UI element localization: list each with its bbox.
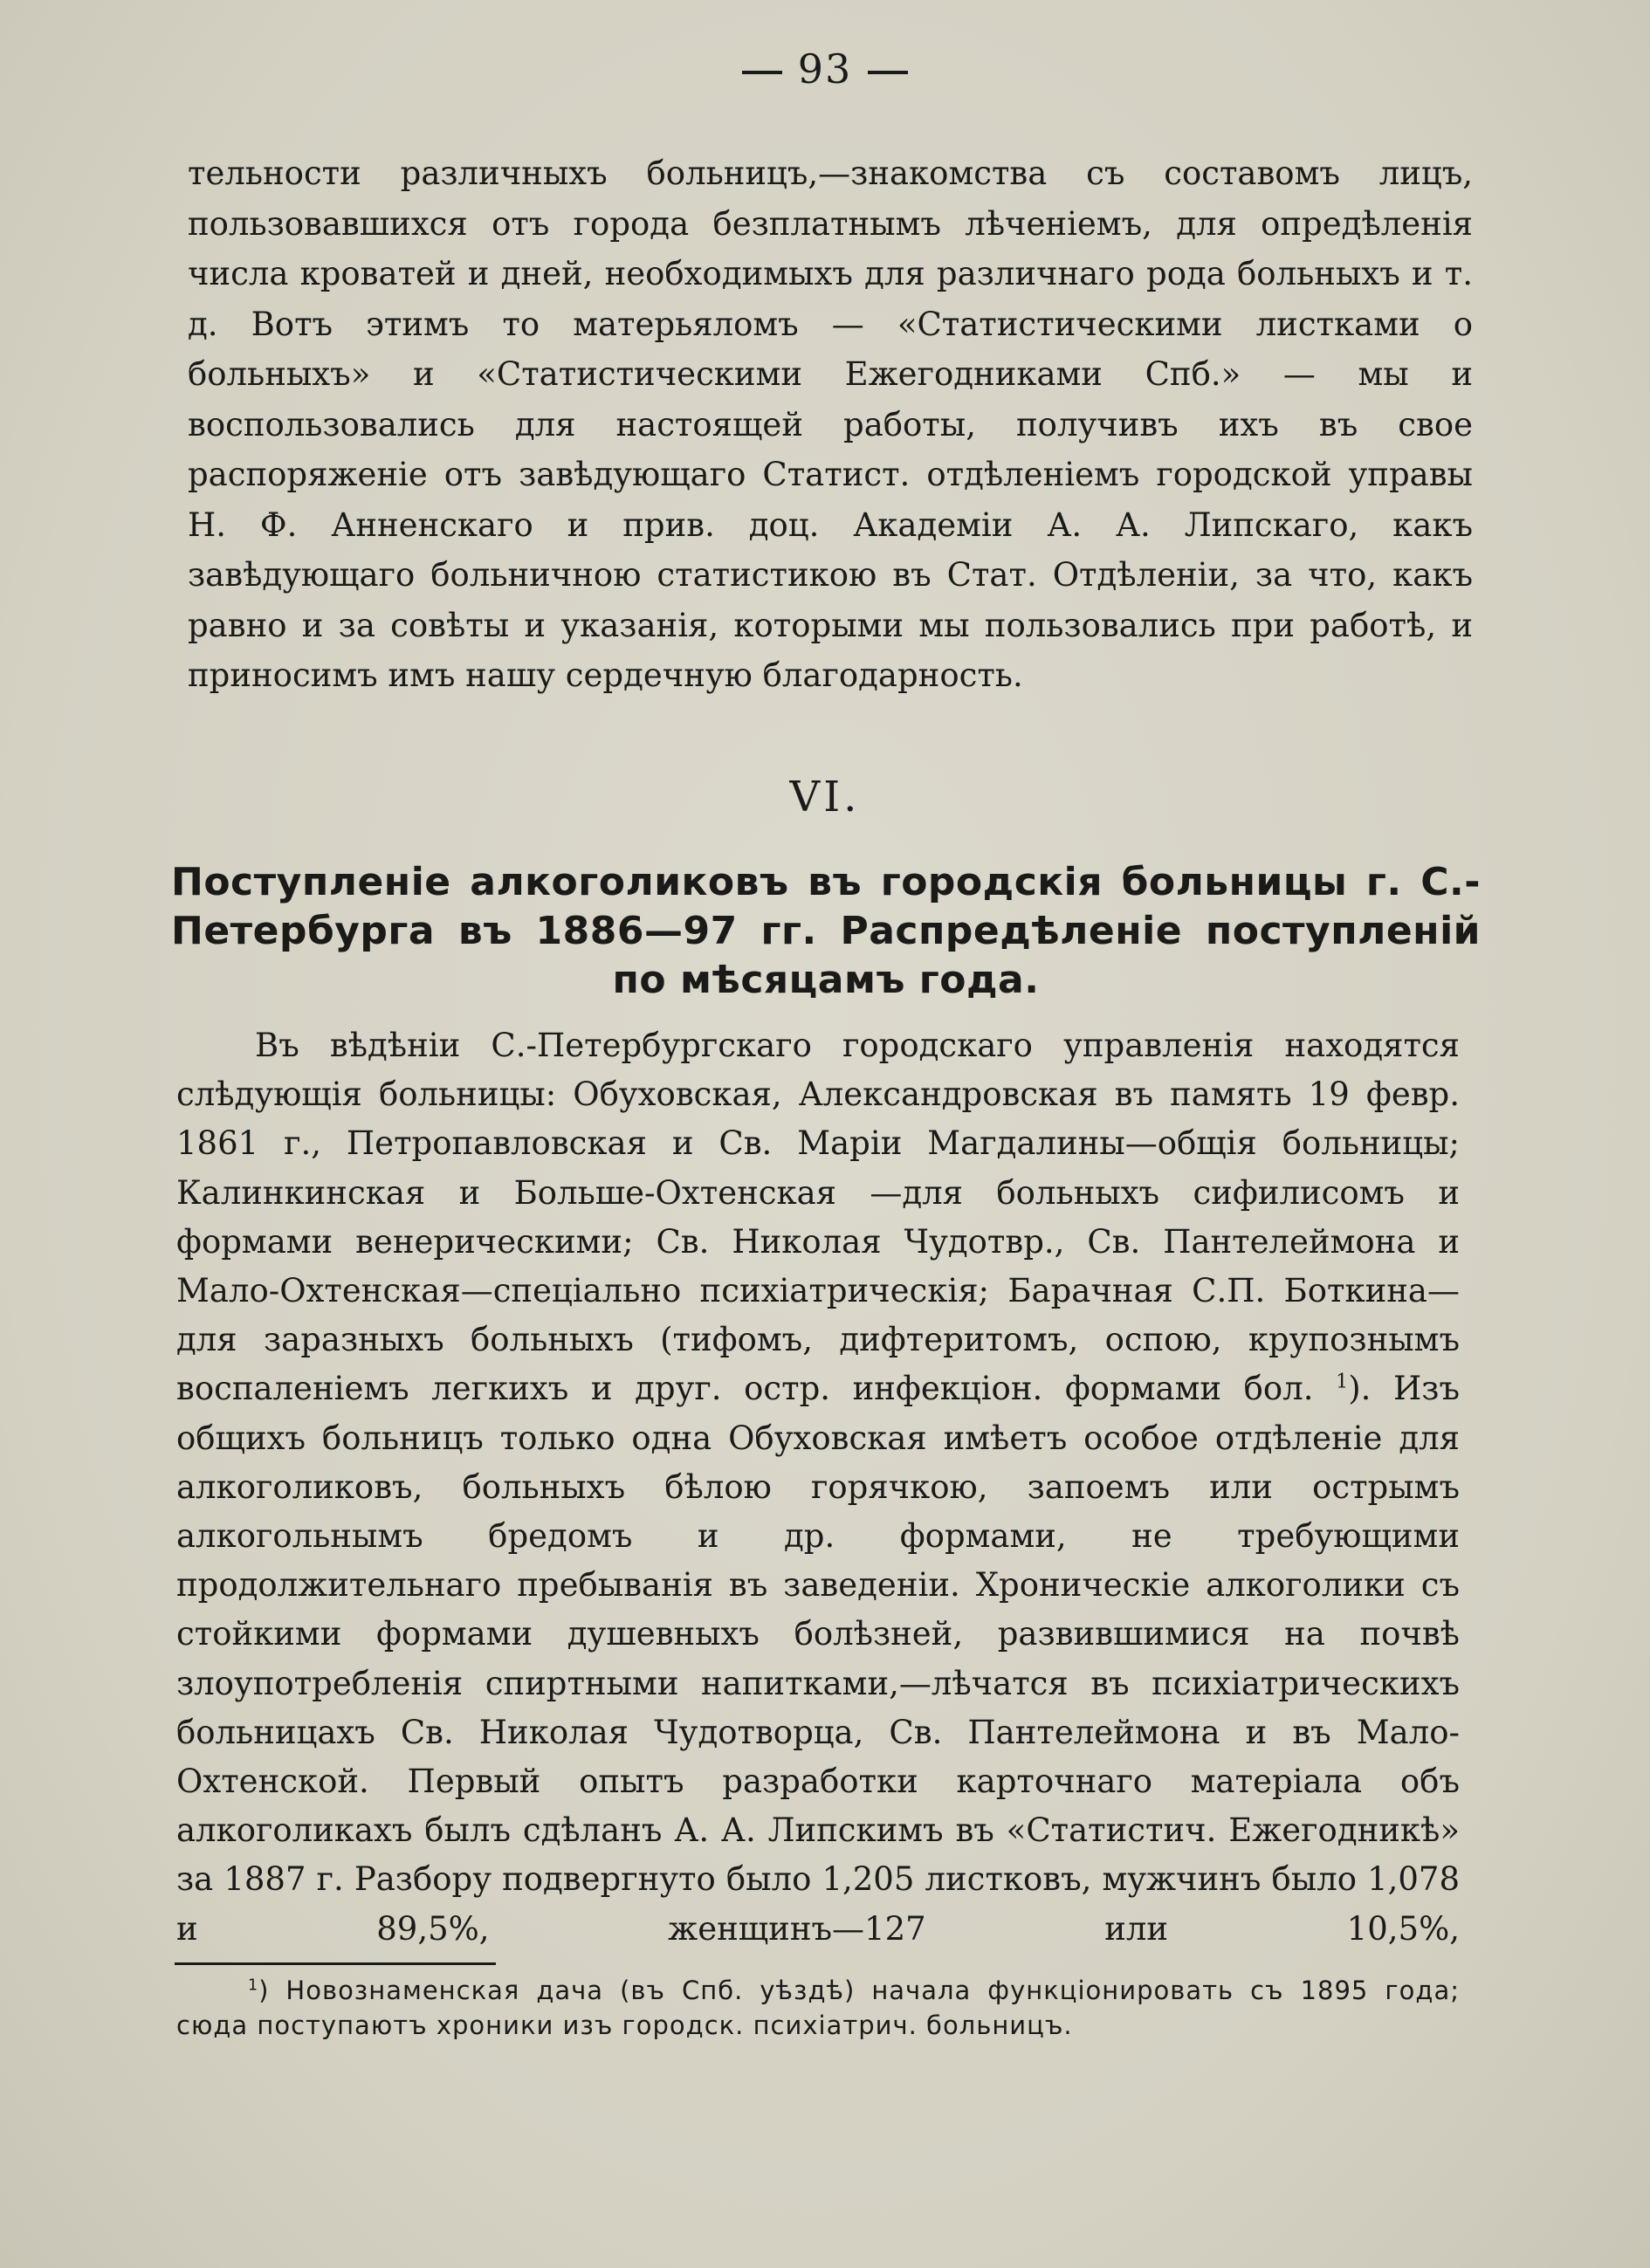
paragraph-continued: тельности различныхъ больницъ,—знакомства съ составомъ лицъ, пользовавшихся отъ города безплатнымъ лѣченіемъ, для опредѣленія числа кроватей и дней, необходимыхъ для различнаго рода больныхъ и т. д. Вотъ этимъ то матерьяломъ — «Статистическими листками о больныхъ» и «Статистическими Ежегодниками Спб.» — мы и воспользовались для настоящей работы, получивъ ихъ въ свое распоряженіе отъ завѣдующаго Статист. отдѣленіемъ городской управы Н. Ф. Анненскаго и прив. доц. Академіи А. А. Липскаго, какъ завѣдующаго больничною статистикою въ Стат. Отдѣленіи, за что, какъ равно и за совѣты и указанія, которыми мы пользовались при работѣ, и приносимъ имъ нашу сердечную благодарность. bbox=[188, 155, 1473, 694]
section-paragraph bbox=[176, 1021, 1460, 1954]
footnote-reference: 1 bbox=[1336, 1371, 1349, 1394]
section-heading: Поступленіе алкоголиковъ въ городскія больницы г. С.-Петербурга въ 1886—97 гг. Распредѣленіе поступленій по мѣсяцамъ года. bbox=[171, 860, 1481, 1002]
footnote-divider bbox=[175, 1962, 496, 1965]
page-number-value: 93 bbox=[797, 45, 853, 93]
dash-right bbox=[868, 71, 908, 74]
dash-left bbox=[742, 71, 782, 74]
paragraph-text-part-2: ). Изъ общихъ больницъ только одна Обуховская имѣетъ особое отдѣленіе для алкоголиковъ, больныхъ бѣлою горячкою, запоемъ или острымъ алкогольнымъ бредомъ и др. формами, не требующими продолжительнаго пребыванія въ заведеніи. Хроническіе алкоголики съ стойкими формами душевныхъ болѣзней, развившимися на почвѣ злоупотребленія спиртными напитками,—лѣчатся въ психіатрическихъ больницахъ Св. Николая Чудотворца, Св. Пантелеймона и въ Мало-Охтенской. Первый опытъ разработки карточнаго матеріала объ алкоголикахъ былъ сдѣланъ А. А. Липскимъ въ «Статистич. Ежегодникѣ» за 1887 г. Разбору подвергнуто было 1,205 листковъ, мужчинъ было 1,078 и 89,5%, женщинъ—127 или 10,5%, bbox=[176, 1370, 1460, 1948]
footnote bbox=[176, 1973, 1460, 2043]
section-numeral: VI. bbox=[789, 773, 861, 821]
footnote-mark: 1 bbox=[248, 1976, 259, 1995]
page-number bbox=[0, 45, 1650, 93]
footnote-text: ) Новознаменская дача (въ Спб. уѣздѣ) начала функціонировать съ 1895 года; сюда поступаютъ хроники изъ городск. психіатрич. больницъ. bbox=[176, 1976, 1460, 2040]
paragraph-text-part-1: Въ вѣдѣніи С.-Петербургскаго городскаго управленія находятся слѣдующія больницы: Обуховская, Александровская въ память 19 февр. 1861 г., Петропавловская и Св. Маріи Магдалины—общія больницы; Калинкинская и Больше-Охтенская —для больныхъ сифилисомъ и формами венерическими; Св. Николая Чудотвр., Св. Пантелеймона и Мало-Охтенская—спеціально психіатрическія; Барачная С.П. Боткина—для заразныхъ больныхъ (тифомъ, дифтеритомъ, оспою, крупознымъ воспаленіемъ легкихъ и друг. остр. инфекціон. формами бол. bbox=[176, 1027, 1460, 1408]
